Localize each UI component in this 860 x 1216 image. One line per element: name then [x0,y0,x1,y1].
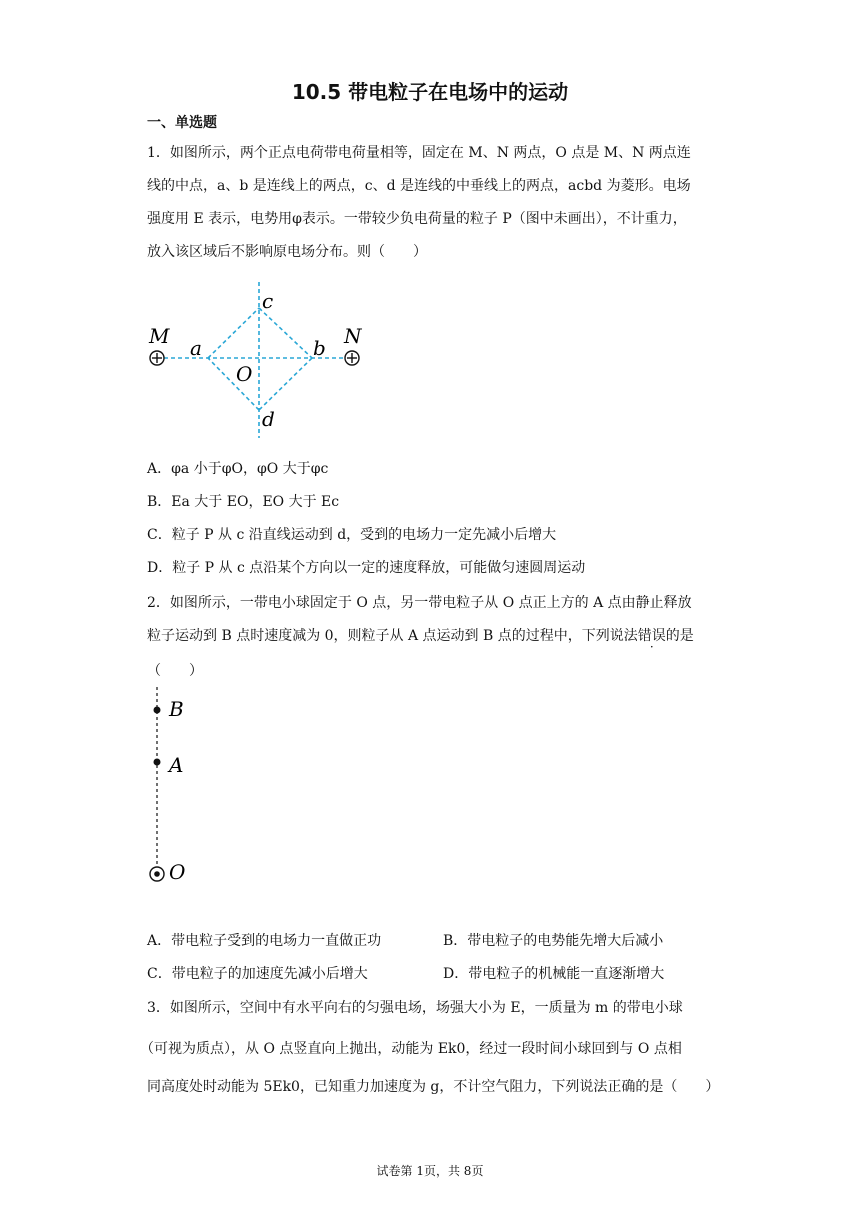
label-b: b [313,336,326,360]
point-O-charge [150,867,164,881]
label-O: O [169,860,186,884]
q1-rhombus-diagram [140,280,380,440]
label-N: N [344,324,362,348]
q1-text-line-1: 1．如图所示，两个正点电荷带电荷量相等，固定在 M、N 两点，O 点是 M、N 两点连 [147,145,691,161]
section-heading: 一、单选题 [147,115,217,131]
q2-text-line-2 [147,625,694,645]
q1-text-line-2: 线的中点，a、b 是连线上的两点，c、d 是连线的中垂线上的两点，acbd 为菱形。电场 [147,178,691,194]
q2-line-2-part-1: 粒子运动到 B 点时速度减为 0，则粒子从 A 点运动到 B 点的过程中，下列说法 [147,628,638,644]
label-B: B [169,697,184,721]
q2-option-a: A．带电粒子受到的电场力一直做正功 [147,933,382,949]
q2-vertical-diagram [140,685,220,890]
label-d: d [262,407,275,431]
label-A: A [169,753,184,777]
point-N [345,351,359,365]
page-title: 10.5 带电粒子在电场中的运动 [291,80,569,104]
q2-option-c: C．带电粒子的加速度先减小后增大 [147,966,368,982]
q2-option-d: D．带电粒子的机械能一直逐渐增大 [443,966,665,982]
q3-text-line-3: 同高度处时动能为 5Ek0，已知重力加速度为 g，不计空气阻力，下列说法正确的是（ ） [147,1079,720,1095]
q3-text-line-1: 3．如图所示，空间中有水平向右的匀强电场，场强大小为 E，一质量为 m 的带电小球 [147,1000,683,1016]
q2-emphasis-word: 错误 [637,628,666,644]
point-B [154,707,161,714]
label-O: O [236,362,253,386]
q1-option-c: C．粒子 P 从 c 沿直线运动到 d，受到的电场力一定先减小后增大 [147,527,557,543]
point-M [150,351,164,365]
q1-text-line-4: 放入该区域后不影响原电场分布。则（ ） [147,244,427,260]
page-footer: 试卷第 1页，共 8页 [376,1164,484,1178]
q1-text-line-3: 强度用 E 表示，电势用φ表示。一带较少负电荷量的粒子 P（图中未画出），不计重力， [147,211,687,227]
q3-text-line-2: （可视为质点），从 O 点竖直向上抛出，动能为 Ek0，经过一段时间小球回到与 O 点相 [140,1041,682,1057]
q2-option-b: B．带电粒子的电势能先增大后减小 [443,933,664,949]
q2-text-line-1: 2．如图所示，一带电小球固定于 O 点，另一带电粒子从 O 点正上方的 A 点由静止释放 [147,595,692,611]
q2-text-line-3: （ ） [147,663,203,679]
q1-option-b: B．Ea 大于 EO，EO 大于 Ec [147,494,340,510]
label-M: M [149,324,170,348]
q1-option-d: D．粒子 P 从 c 点沿某个方向以一定的速度释放，可能做匀速圆周运动 [147,560,586,576]
label-c: c [262,289,274,313]
q1-option-a: A．φa 小于φO，φO 大于φc [147,461,329,477]
label-a: a [190,336,202,360]
point-A [154,759,161,766]
q2-line-2-part-2: 的是 [665,628,694,644]
